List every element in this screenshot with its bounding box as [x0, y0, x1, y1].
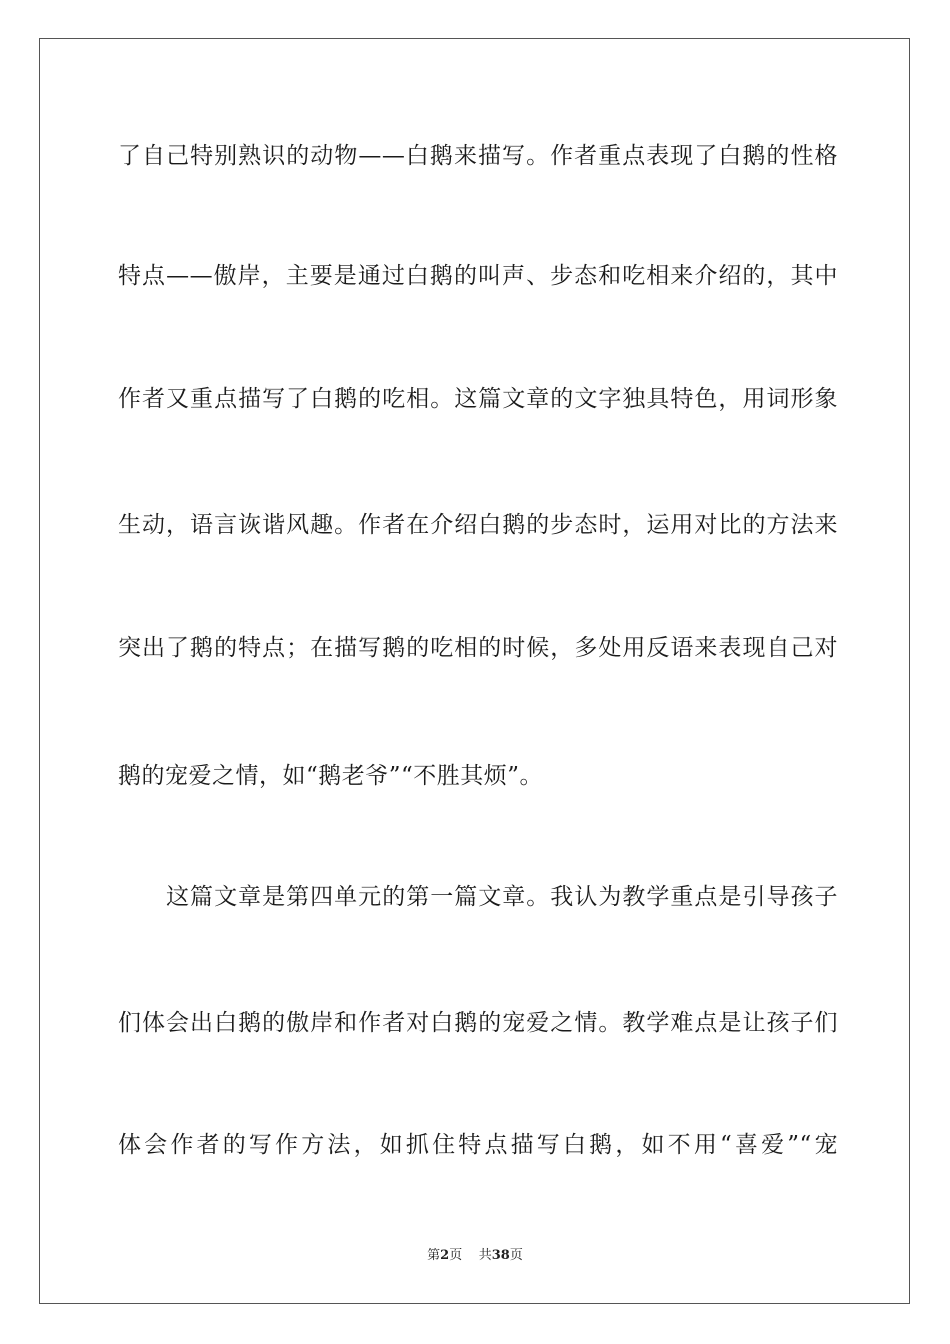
footer-page-suffix: 页	[449, 1248, 463, 1263]
page-footer	[0, 1247, 950, 1265]
body-text-line-6: 鹅的宠爱之情，如“鹅老爷”“不胜其烦”。	[118, 763, 544, 789]
footer-page-prefix: 第	[427, 1248, 441, 1263]
page-border	[39, 38, 910, 1304]
footer-total-prefix: 共	[478, 1248, 492, 1263]
footer-total-pages: 38	[491, 1248, 510, 1263]
footer-total-suffix: 页	[509, 1248, 523, 1263]
body-text-line-7: 这篇文章是第四单元的第一篇文章。我认为教学重点是引导孩子	[118, 884, 838, 910]
footer-page-number: 2	[440, 1248, 450, 1263]
body-text-line-1: 了自己特别熟识的动物——白鹅来描写。作者重点表现了白鹅的性格	[118, 143, 838, 169]
body-text-line-8: 们体会出白鹅的傲岸和作者对白鹅的宠爱之情。教学难点是让孩子们	[118, 1010, 838, 1036]
body-text-line-3: 作者又重点描写了白鹅的吃相。这篇文章的文字独具特色，用词形象	[118, 386, 838, 412]
body-text-line-2: 特点——傲岸，主要是通过白鹅的叫声、步态和吃相来介绍的，其中	[118, 263, 838, 289]
body-text-line-4: 生动，语言诙谐风趣。作者在介绍白鹅的步态时，运用对比的方法来	[118, 512, 838, 538]
body-text-line-9: 体会作者的写作方法，如抓住特点描写白鹅，如不用“喜爱”“宠	[118, 1132, 838, 1158]
body-text-line-5: 突出了鹅的特点；在描写鹅的吃相的时候，多处用反语来表现自己对	[118, 635, 838, 661]
